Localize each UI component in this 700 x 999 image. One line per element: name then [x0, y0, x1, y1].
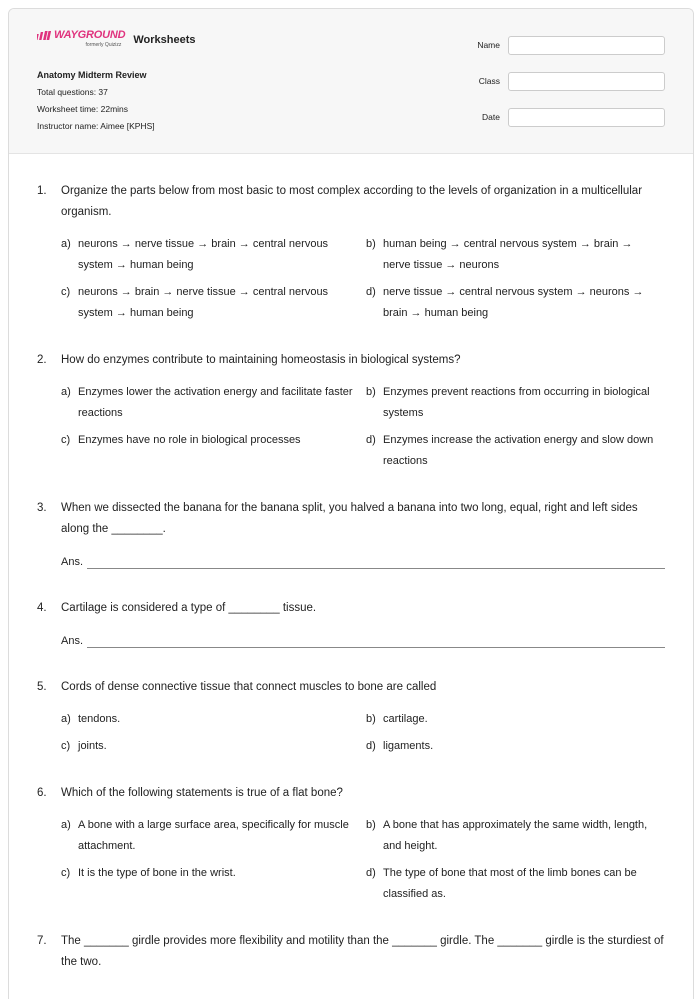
- option-letter: d): [366, 867, 376, 879]
- option-text: human being → central nervous system → brain → nerve tissue → neurons: [383, 238, 633, 271]
- option-letter: a): [61, 713, 71, 725]
- option-a[interactable]: [61, 382, 366, 424]
- question-text: How do enzymes contribute to maintaining homeostasis in biological systems?: [61, 354, 461, 366]
- wayground-mark-icon: [37, 31, 51, 40]
- brand: [37, 29, 195, 48]
- option-text: Enzymes prevent reactions from occurring in biological systems: [383, 386, 650, 419]
- logo-text: WAYGROUND: [54, 29, 126, 41]
- answer-label: Ans.: [61, 635, 84, 647]
- question-number: 6.: [37, 787, 47, 799]
- student-fields: [460, 34, 665, 142]
- wayground-logo: [37, 29, 125, 48]
- option-c[interactable]: [61, 430, 366, 472]
- option-text: nerve tissue → central nervous system → neurons → brain → human being: [383, 286, 644, 319]
- question-2: [9, 350, 693, 472]
- class-label: Class: [478, 76, 500, 86]
- option-text: neurons → brain → nerve tissue → central nervous system → human being: [78, 286, 329, 319]
- question-text: Which of the following statements is true of a flat bone?: [61, 787, 343, 799]
- worksheet-time: Worksheet time: 22mins: [37, 104, 129, 114]
- option-text: tendons.: [78, 713, 121, 725]
- option-text: A bone with a large surface area, specifically for muscle attachment.: [78, 819, 349, 852]
- brand-title: Worksheets: [133, 34, 196, 46]
- question-6: [9, 783, 693, 905]
- question-text: Cartilage is considered a type of ________ tissue.: [61, 602, 317, 614]
- option-c[interactable]: [61, 282, 366, 324]
- name-field-row: [460, 34, 665, 56]
- question-text: The _______ girdle provides more flexibility and motility than the _______ girdle. The _______ girdle is the sturdiest of the two.: [61, 935, 664, 968]
- option-text: The type of bone that most of the limb bones can be classified as.: [383, 867, 637, 900]
- option-b[interactable]: [366, 234, 666, 276]
- total-questions: Total questions: 37: [37, 87, 108, 97]
- option-letter: c): [61, 286, 71, 298]
- option-d[interactable]: [366, 430, 666, 472]
- option-letter: a): [61, 819, 71, 831]
- option-letter: d): [366, 286, 376, 298]
- option-a[interactable]: [61, 815, 366, 857]
- option-letter: c): [61, 867, 71, 879]
- answer-row: [61, 554, 665, 569]
- option-text: It is the type of bone in the wrist.: [78, 867, 236, 879]
- option-letter: d): [366, 434, 376, 446]
- question-text: Organize the parts below from most basic to most complex according to the levels of organization in a multicellular organism.: [61, 185, 643, 218]
- class-field-row: [460, 70, 665, 92]
- question-number: 4.: [37, 602, 47, 614]
- option-b[interactable]: [366, 815, 666, 857]
- question-number: 7.: [37, 935, 47, 947]
- date-field-row: [460, 106, 665, 128]
- option-letter: b): [366, 819, 376, 831]
- answer-label: Ans.: [61, 556, 84, 568]
- question-number: 2.: [37, 354, 47, 366]
- question-4: [9, 598, 693, 648]
- worksheet-title: Anatomy Midterm Review: [37, 70, 147, 80]
- option-d[interactable]: [366, 282, 666, 324]
- option-letter: a): [61, 238, 71, 250]
- option-grid: [61, 815, 665, 905]
- option-letter: b): [366, 713, 376, 725]
- worksheet-header: [9, 9, 693, 154]
- question-5: [9, 677, 693, 757]
- option-text: Enzymes lower the activation energy and facilitate faster reactions: [78, 386, 353, 419]
- option-a[interactable]: [61, 709, 366, 730]
- option-text: Enzymes increase the activation energy and slow down reactions: [383, 434, 654, 467]
- option-letter: c): [61, 434, 71, 446]
- question-number: 1.: [37, 185, 47, 197]
- option-text: joints.: [78, 740, 107, 752]
- name-label: Name: [477, 40, 500, 50]
- worksheet-page: [8, 8, 694, 999]
- name-input[interactable]: [508, 36, 665, 55]
- logo-subtitle: formerly Quizizz: [85, 42, 122, 48]
- option-text: ligaments.: [383, 740, 434, 752]
- answer-line[interactable]: [87, 554, 665, 569]
- option-d[interactable]: [366, 863, 666, 905]
- date-input[interactable]: [508, 108, 665, 127]
- option-c[interactable]: [61, 736, 366, 757]
- option-b[interactable]: [366, 709, 666, 730]
- class-input[interactable]: [508, 72, 665, 91]
- option-text: Enzymes have no role in biological processes: [78, 434, 301, 446]
- option-d[interactable]: [366, 736, 666, 757]
- option-letter: c): [61, 740, 71, 752]
- question-text: When we dissected the banana for the banana split, you halved a banana into two long, equal, right and left sides along the ________.: [61, 502, 638, 535]
- question-7: [9, 931, 693, 973]
- option-grid: [61, 709, 665, 757]
- question-list: [9, 154, 693, 973]
- question-number: 5.: [37, 681, 47, 693]
- option-text: neurons → nerve tissue → brain → central nervous system → human being: [78, 238, 329, 271]
- worksheet-info: [37, 67, 155, 135]
- option-letter: a): [61, 386, 71, 398]
- option-letter: d): [366, 740, 376, 752]
- option-letter: b): [366, 386, 376, 398]
- option-a[interactable]: [61, 234, 366, 276]
- option-grid: [61, 234, 665, 324]
- date-label: Date: [482, 112, 500, 122]
- option-text: A bone that has approximately the same width, length, and height.: [383, 819, 648, 852]
- option-text: cartilage.: [383, 713, 428, 725]
- answer-line[interactable]: [87, 633, 665, 648]
- question-text: Cords of dense connective tissue that connect muscles to bone are called: [61, 681, 437, 693]
- question-3: [9, 498, 693, 569]
- option-letter: b): [366, 238, 376, 250]
- option-grid: [61, 382, 665, 472]
- answer-row: [61, 633, 665, 648]
- option-c[interactable]: [61, 863, 366, 905]
- question-1: [9, 181, 693, 324]
- instructor-name: Instructor name: Aimee [KPHS]: [37, 121, 155, 131]
- question-number: 3.: [37, 502, 47, 514]
- option-b[interactable]: [366, 382, 666, 424]
